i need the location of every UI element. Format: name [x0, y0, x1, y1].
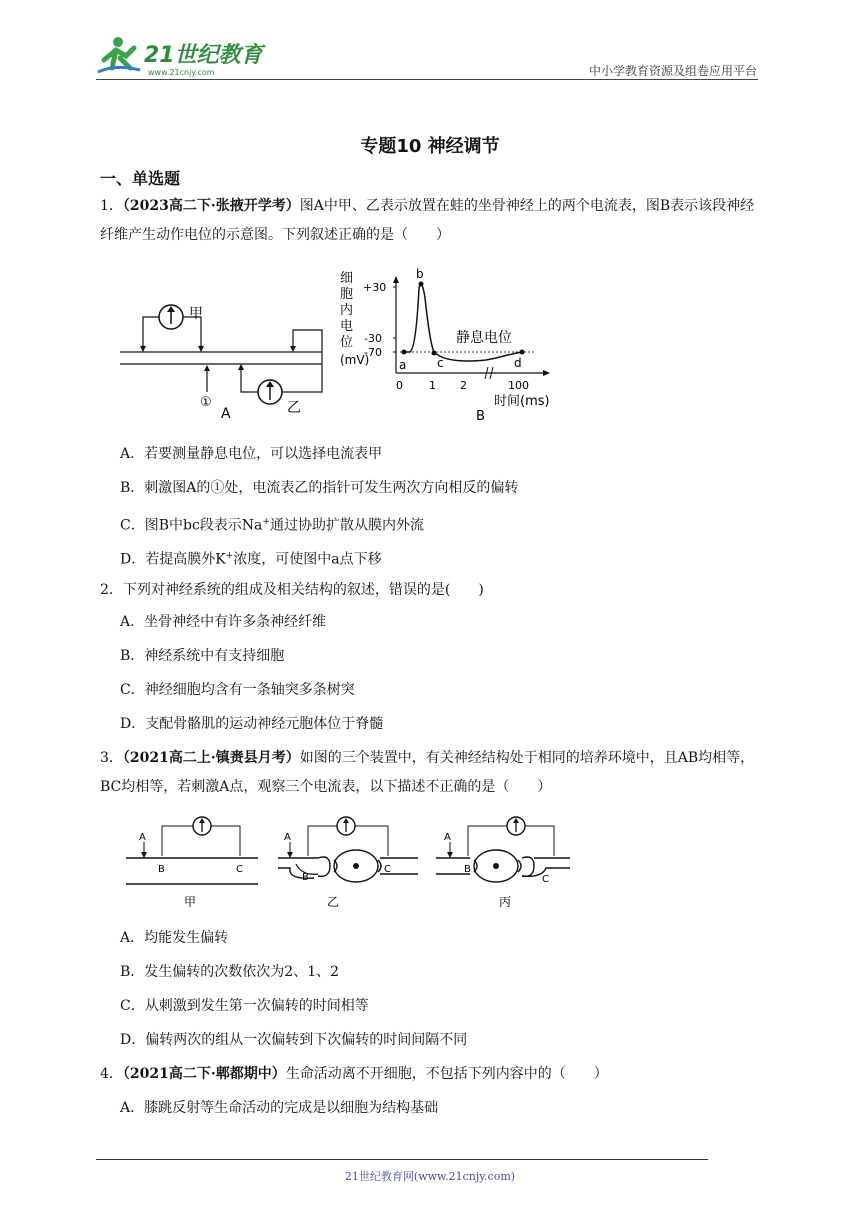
setup-yi	[278, 817, 418, 909]
svg-text:A: A	[221, 406, 231, 422]
q2-option-a: A．坐骨神经中有许多条神经纤维	[120, 614, 327, 630]
svg-text:乙: 乙	[287, 400, 301, 416]
question-3-stem: 3．（2021高二上·镇赉县月考）如图的三个装置中，有关神经结构处于相同的培养环境中，且AB均相等，BC均相等，若刺激A点，观察三个电流表，以下描述不正确的是（ ）	[100, 750, 755, 795]
q3-option-b: B．发生偏转的次数依次为2、1、2	[120, 964, 340, 980]
svg-text:甲: 甲	[189, 306, 203, 322]
svg-text:a: a	[399, 358, 407, 372]
svg-text:A: A	[444, 832, 451, 843]
svg-text:乙: 乙	[327, 895, 340, 909]
page-title: 专题10 神经调节	[360, 136, 500, 157]
section-heading: 一、单选题	[100, 169, 181, 188]
question-2-stem: 2．下列对神经系统的组成及相关结构的叙述，错误的是( )	[100, 582, 484, 598]
svg-text:C: C	[542, 874, 549, 885]
svg-text:-30: -30	[364, 332, 382, 345]
q1-option-c: C．图B中bc段表示Na+通过协助扩散从膜内外流	[120, 517, 424, 534]
svg-text:100: 100	[508, 379, 529, 392]
logo-text: 21世纪教育	[144, 43, 263, 68]
svg-text:c: c	[437, 356, 444, 370]
svg-text:C: C	[384, 864, 391, 875]
svg-text:+30: +30	[363, 281, 387, 294]
svg-text:d: d	[514, 356, 522, 370]
logo-runner-icon	[96, 34, 266, 80]
svg-text:B: B	[158, 864, 165, 875]
svg-text:静息电位: 静息电位	[456, 330, 512, 346]
svg-text:1: 1	[429, 379, 436, 392]
svg-text:①: ①	[200, 395, 212, 410]
q2-option-d: D．支配骨骼肌的运动神经元胞体位于脊髓	[120, 716, 384, 732]
footer-divider	[96, 1159, 708, 1160]
svg-text:丙: 丙	[499, 895, 512, 909]
q2-option-b: B．神经系统中有支持细胞	[120, 648, 285, 664]
svg-text:B: B	[464, 864, 471, 875]
q3-option-a: A．均能发生偏转	[120, 930, 229, 946]
question-4-stem: 4．（2021高二下·郫都期中）生命活动离不开细胞，不包括下列内容中的（ ）	[100, 1066, 608, 1082]
q3-option-d: D．偏转两次的组从一次偏转到下次偏转的时间间隔不同	[120, 1032, 468, 1048]
svg-text:0: 0	[396, 379, 403, 392]
q4-option-a: A．膝跳反射等生命活动的完成是以细胞为结构基础	[120, 1100, 439, 1116]
svg-text:甲: 甲	[184, 895, 197, 909]
logo-url: www.21cnjy.com	[148, 68, 215, 77]
svg-text:A: A	[284, 832, 291, 843]
svg-text:C: C	[236, 864, 243, 875]
figure-b-action-potential	[336, 268, 558, 424]
figure-three-setups	[118, 814, 578, 920]
q2-option-c: C．神经细胞均含有一条轴突多条树突	[120, 682, 355, 698]
svg-text:A: A	[139, 832, 146, 843]
question-1-stem: 1．（2023高二下·张掖开学考）图A中甲、乙表示放置在蛙的坐骨神经上的两个电流表，图B表示该段神经纤维产生动作电位的示意图。下列叙述正确的是（ ）	[100, 198, 755, 243]
svg-text:b: b	[416, 268, 424, 281]
footer-link[interactable]: 21世纪教育网(www.21cnjy.com)	[344, 1170, 516, 1183]
svg-text:-70: -70	[364, 346, 382, 359]
svg-text:内: 内	[340, 303, 354, 318]
figure-a-nerve-meters	[115, 292, 330, 422]
q3-option-c: C．从刺激到发生第一次偏转的时间相等	[120, 998, 369, 1014]
q1-option-b: B．刺激图A的①处，电流表乙的指针可发生两次方向相反的偏转	[120, 480, 519, 496]
svg-text:2: 2	[460, 379, 467, 392]
svg-text:细: 细	[340, 271, 354, 286]
svg-text:B: B	[476, 409, 485, 424]
setup-jia	[126, 817, 258, 909]
platform-name: 中小学教育资源及组卷应用平台	[588, 64, 757, 78]
q1-option-a: A．若要测量静息电位，可以选择电流表甲	[120, 446, 383, 462]
header-divider	[96, 79, 758, 80]
svg-text:(mV): (mV)	[340, 353, 370, 367]
svg-text:胞: 胞	[340, 287, 354, 302]
svg-text:B: B	[302, 872, 309, 883]
site-logo[interactable]	[96, 34, 266, 80]
svg-text:电: 电	[340, 319, 354, 334]
svg-text:时间(ms): 时间(ms)	[494, 394, 550, 409]
q1-option-d: D．若提高膜外K+浓度，可使图中a点下移	[120, 551, 382, 568]
svg-text:位: 位	[340, 335, 354, 350]
setup-bing	[436, 817, 570, 909]
